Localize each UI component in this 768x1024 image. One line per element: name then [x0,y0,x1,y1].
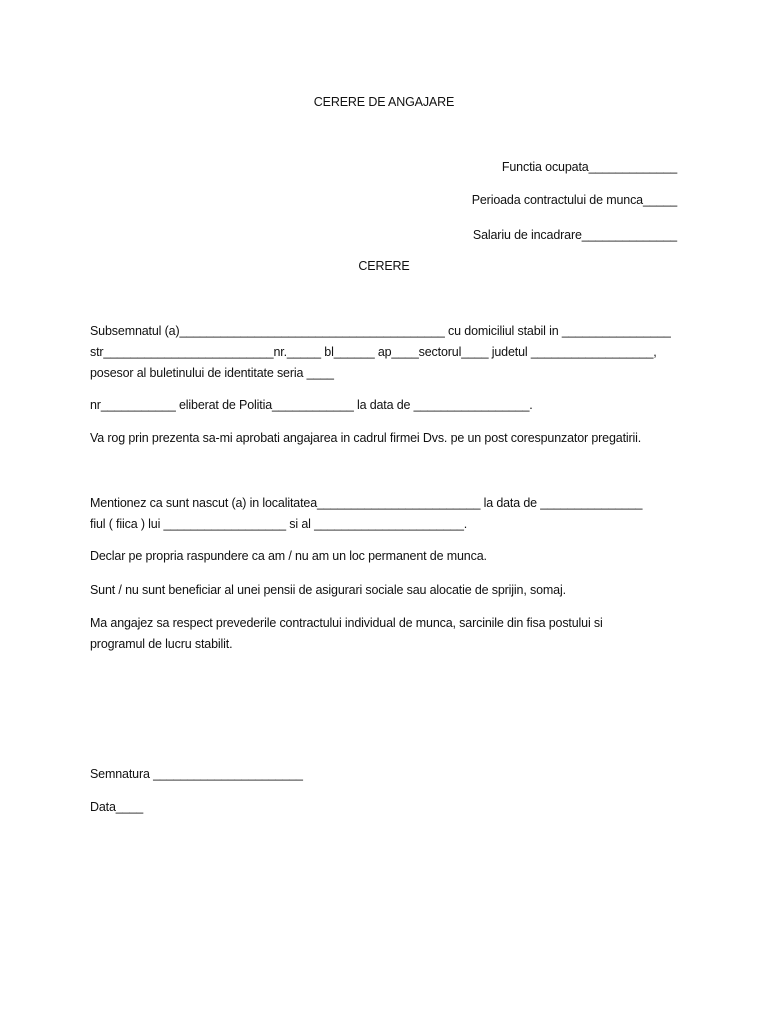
paragraph-birth-line-1: Mentionez ca sunt nascut (a) in localitatea________________________ la data de _______________ [90,496,643,510]
paragraph-identity-line-1: Subsemnatul (a)_______________________________________ cu domiciliul stabil in ________________ [90,324,671,338]
paragraph-identity-line-2: str_________________________nr._____ bl______ ap____sectorul____ judetul __________________, [90,345,657,359]
signature-field: Semnatura ______________________ [90,767,303,781]
section-heading: CERERE [358,259,410,273]
paragraph-commitment-line-1: Ma angajez sa respect prevederile contractului individual de munca, sarcinile din fisa postului si [90,616,603,630]
paragraph-declaration: Declar pe propria raspundere ca am / nu am un loc permanent de munca. [90,549,487,563]
paragraph-id-details: nr___________ eliberat de Politia____________ la data de _________________. [90,398,533,412]
paragraph-pension: Sunt / nu sunt beneficiar al unei pensii de asigurari sociale sau alocatie de sprijin, somaj. [90,583,566,597]
paragraph-commitment-line-2: programul de lucru stabilit. [90,637,233,651]
field-functia-ocupata: Functia ocupata_____________ [501,160,677,174]
field-perioada-contractului: Perioada contractului de munca_____ [471,193,677,207]
paragraph-identity-line-3: posesor al buletinului de identitate seria ____ [90,366,334,380]
paragraph-birth-line-2: fiul ( fiica ) lui __________________ si al ______________________. [90,517,468,531]
field-salariu-incadrare: Salariu de incadrare______________ [472,228,677,242]
document-title: CERERE DE ANGAJARE [313,95,455,109]
paragraph-request: Va rog prin prezenta sa-mi aprobati angajarea in cadrul firmei Dvs. pe un post corespunzator pregatirii. [90,431,642,445]
date-field: Data____ [90,800,144,814]
